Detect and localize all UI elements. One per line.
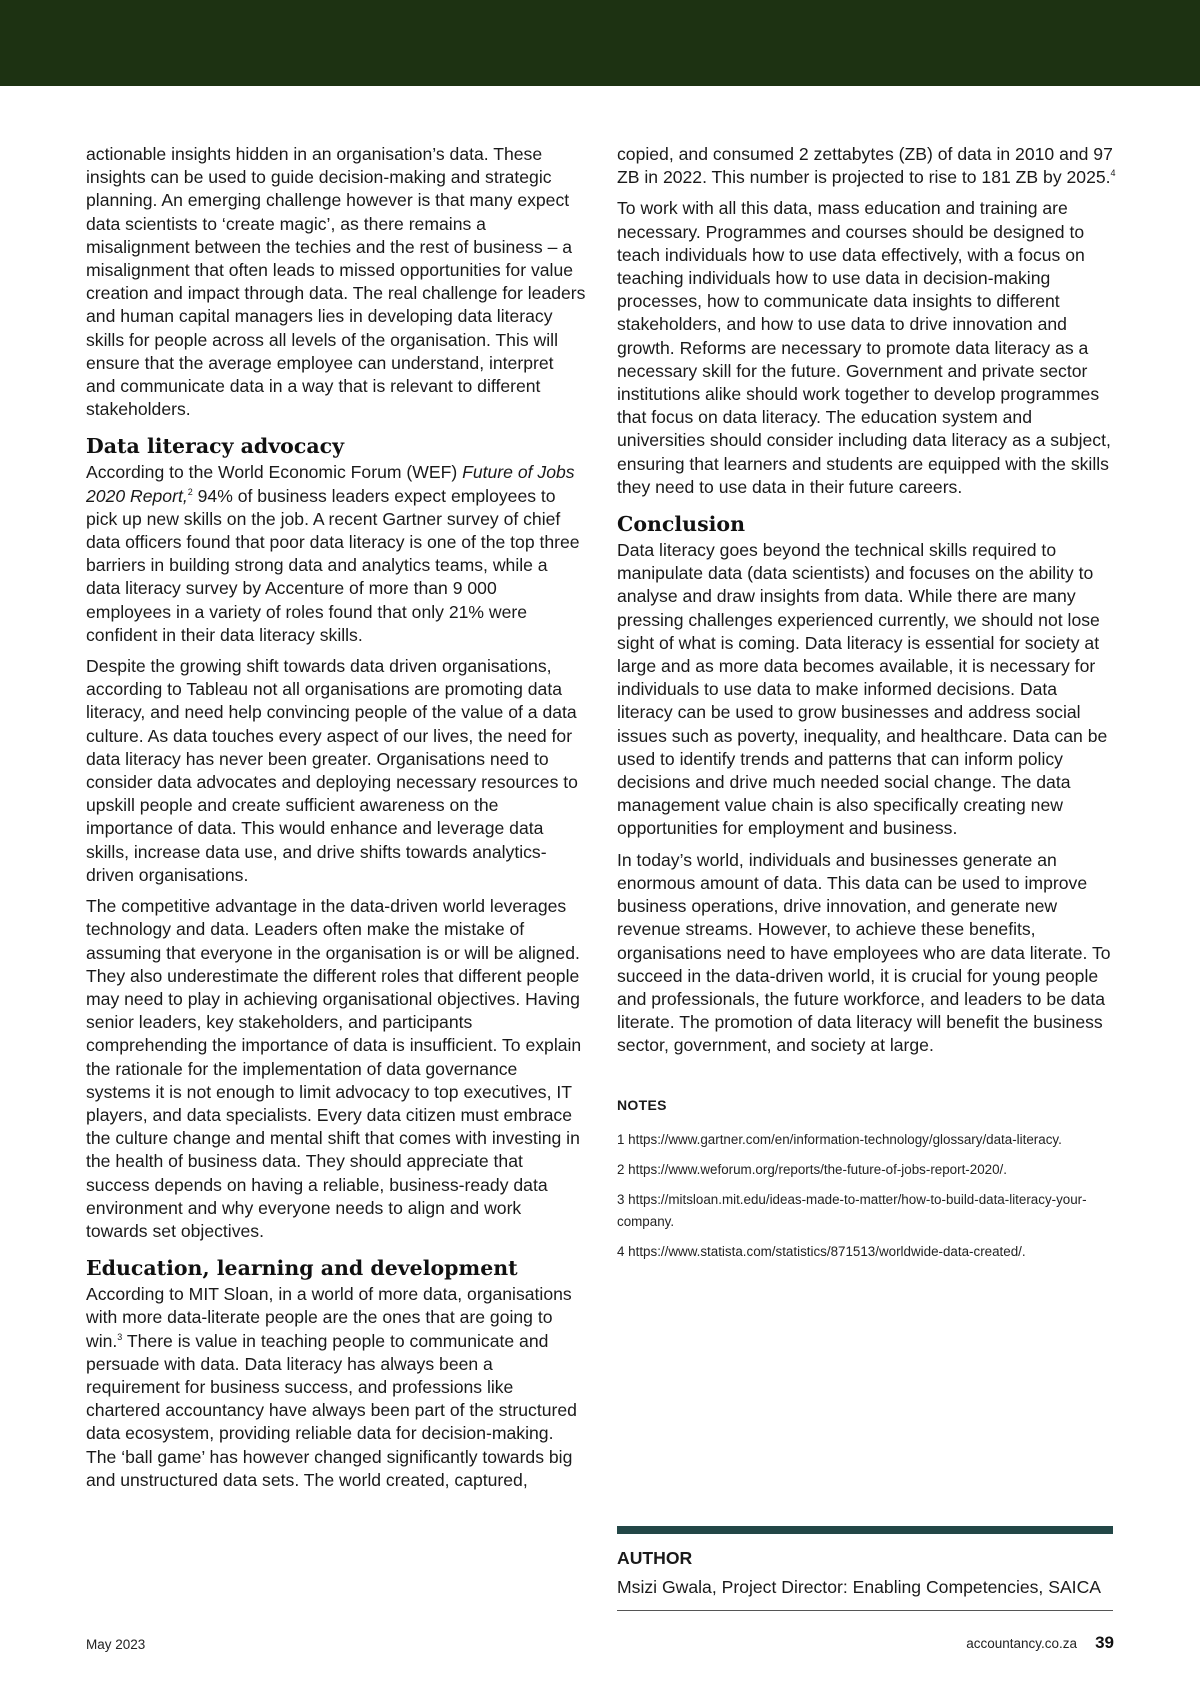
footer-date: May 2023 bbox=[86, 1637, 146, 1652]
section-heading-education: Education, learning and development bbox=[86, 1256, 518, 1281]
header-band bbox=[0, 0, 1200, 86]
author-divider-bar bbox=[617, 1526, 1113, 1534]
notes-title: NOTES bbox=[617, 1096, 667, 1113]
footnote-ref: 3 bbox=[117, 1331, 123, 1342]
footer-right bbox=[966, 1633, 1114, 1653]
right-column bbox=[617, 143, 1117, 1271]
note-item[interactable]: 1 https://www.gartner.com/en/information-technology/glossary/data-literacy. bbox=[617, 1131, 1062, 1147]
author-name: Msizi Gwala, Project Director: Enabling Competencies, SAICA bbox=[617, 1577, 1102, 1597]
section-heading-advocacy: Data literacy advocacy bbox=[86, 434, 345, 459]
section-heading-conclusion: Conclusion bbox=[617, 512, 745, 537]
paragraph: To work with all this data, mass education and training are necessary. Programmes and courses should be designed to teach individuals how to use data effectively, with a focus on teaching individuals how to use data in decision-making processes, how to communicate data insights to different stakeholders, and how to use data to drive innovation and growth. Reforms are necessary to promote data literacy as a necessary skill for the future. Government and private sector institutions alike should work together to develop programmes that focus on data literacy. The education system and universities should consider including data literacy as a subject, ensuring that learners and students are equipped with the skills they need to use data in their future careers. bbox=[617, 198, 1111, 497]
note-item[interactable]: 3 https://mitsloan.mit.edu/ideas-made-to-matter/how-to-build-data-literacy-your-company. bbox=[617, 1191, 1087, 1229]
paragraph: copied, and consumed 2 zettabytes (ZB) of data in 2010 and 97 ZB in 2022. This number is projected to rise to 181 ZB by 2025.$^4$ bbox=[617, 144, 1116, 188]
paragraph: According to MIT Sloan, in a world of more data, organisations with more data-literate people are the ones that are going to win.$^3$ There is value in teaching people to communicate and persuade with data. Data literacy has always been a requirement for business success, and professions like chartered accountancy have always been part of the structured data ecosystem, providing reliable data for decision-making. The ‘ball game’ has however changed significantly towards big and unstructured data sets. The world created, captured, bbox=[86, 1284, 577, 1490]
page-number: 39 bbox=[1095, 1633, 1114, 1652]
author-block bbox=[617, 1548, 1117, 1598]
note-item[interactable]: 4 https://www.statista.com/statistics/871513/worldwide-data-created/. bbox=[617, 1243, 1026, 1259]
left-column bbox=[86, 143, 586, 1500]
footer-site[interactable]: accountancy.co.za bbox=[966, 1636, 1078, 1651]
paragraph: Despite the growing shift towards data driven organisations, according to Tableau not all organisations are promoting data literacy, and need help convincing people of the value of a data culture. As data touches every aspect of our lives, the need for data literacy has never been greater. Organisations need to consider data advocates and deploying necessary resources to upskill people and create sufficient awareness on the importance of data. This would enhance and leverage data skills, increase data use, and drive shifts towards analytics-driven organisations. bbox=[86, 656, 578, 885]
paragraph: The competitive advantage in the data-driven world leverages technology and data. Leaders often make the mistake of assuming that everyone in the organisation is or will be aligned. They also underestimate the different roles that different people may need to play in achieving organisational objectives. Having senior leaders, key stakeholders, and participants comprehending the importance of data is insufficient. To explain the rationale for the implementation of data governance systems it is not enough to limit advocacy to top executives, IT players, and data specialists. Every data citizen must embrace the culture change and mental shift that comes with investing in the health of business data. They should appreciate that success depends on having a reliable, business-ready data environment and why everyone needs to align and work towards set objectives. bbox=[86, 896, 582, 1241]
paragraph: According to the World Economic Forum (WEF) Future of Jobs 2020 Report,$^2$ 94% of business leaders expect employees to pick up new skills on the job. A recent Gartner survey of chief data officers found that poor data literacy is one of the top three barriers in building strong data and analytics teams, while a data literacy survey by Accenture of more than 9 000 employees in a variety of roles found that only 21% were confident in their data literacy skills. bbox=[86, 462, 580, 645]
footnote-ref: 4 bbox=[1110, 168, 1116, 179]
author-title: AUTHOR bbox=[617, 1548, 693, 1568]
notes-section bbox=[617, 1094, 1117, 1263]
note-item[interactable]: 2 https://www.weforum.org/reports/the-future-of-jobs-report-2020/. bbox=[617, 1161, 1007, 1177]
report-title: Future of Jobs 2020 Report, bbox=[86, 462, 575, 506]
paragraph: In today’s world, individuals and businesses generate an enormous amount of data. This data can be used to improve business operations, drive innovation, and generate new revenue streams. However, to achieve these benefits, organisations need to have employees who are data literate. To succeed in the data-driven world, it is crucial for young people and professionals, the future workforce, and leaders to be data literate. The promotion of data literacy will benefit the business sector, government, and society at large. bbox=[617, 849, 1111, 1056]
author-rule bbox=[617, 1610, 1113, 1611]
paragraph: Data literacy goes beyond the technical skills required to manipulate data (data scientists) and focuses on the ability to analyse and draw insights from data. While there are many pressing challenges experienced currently, we should not lose sight of what is coming. Data literacy is essential for society at large and as more data becomes available, it is necessary for individuals to use data to make informed decisions. Data literacy can be used to grow businesses and address social issues such as poverty, inequality, and healthcare. Data can be used to identify trends and patterns that can inform policy decisions and drive much needed social change. The data management value chain is also specifically creating new opportunities for employment and business. bbox=[617, 540, 1108, 839]
paragraph: actionable insights hidden in an organisation’s data. These insights can be used to guide decision-making and strategic planning. An emerging challenge however is that many expect data scientists to ‘create magic’, as there remains a misalignment between the techies and the rest of business – a misalignment that often leads to missed opportunities for value creation and impact through data. The real challenge for leaders and human capital managers lies in developing data literacy skills for people across all levels of the organisation. This will ensure that the average employee can understand, interpret and communicate data in a way that is relevant to different stakeholders. bbox=[86, 144, 586, 420]
footnote-ref: 2 bbox=[187, 486, 193, 497]
